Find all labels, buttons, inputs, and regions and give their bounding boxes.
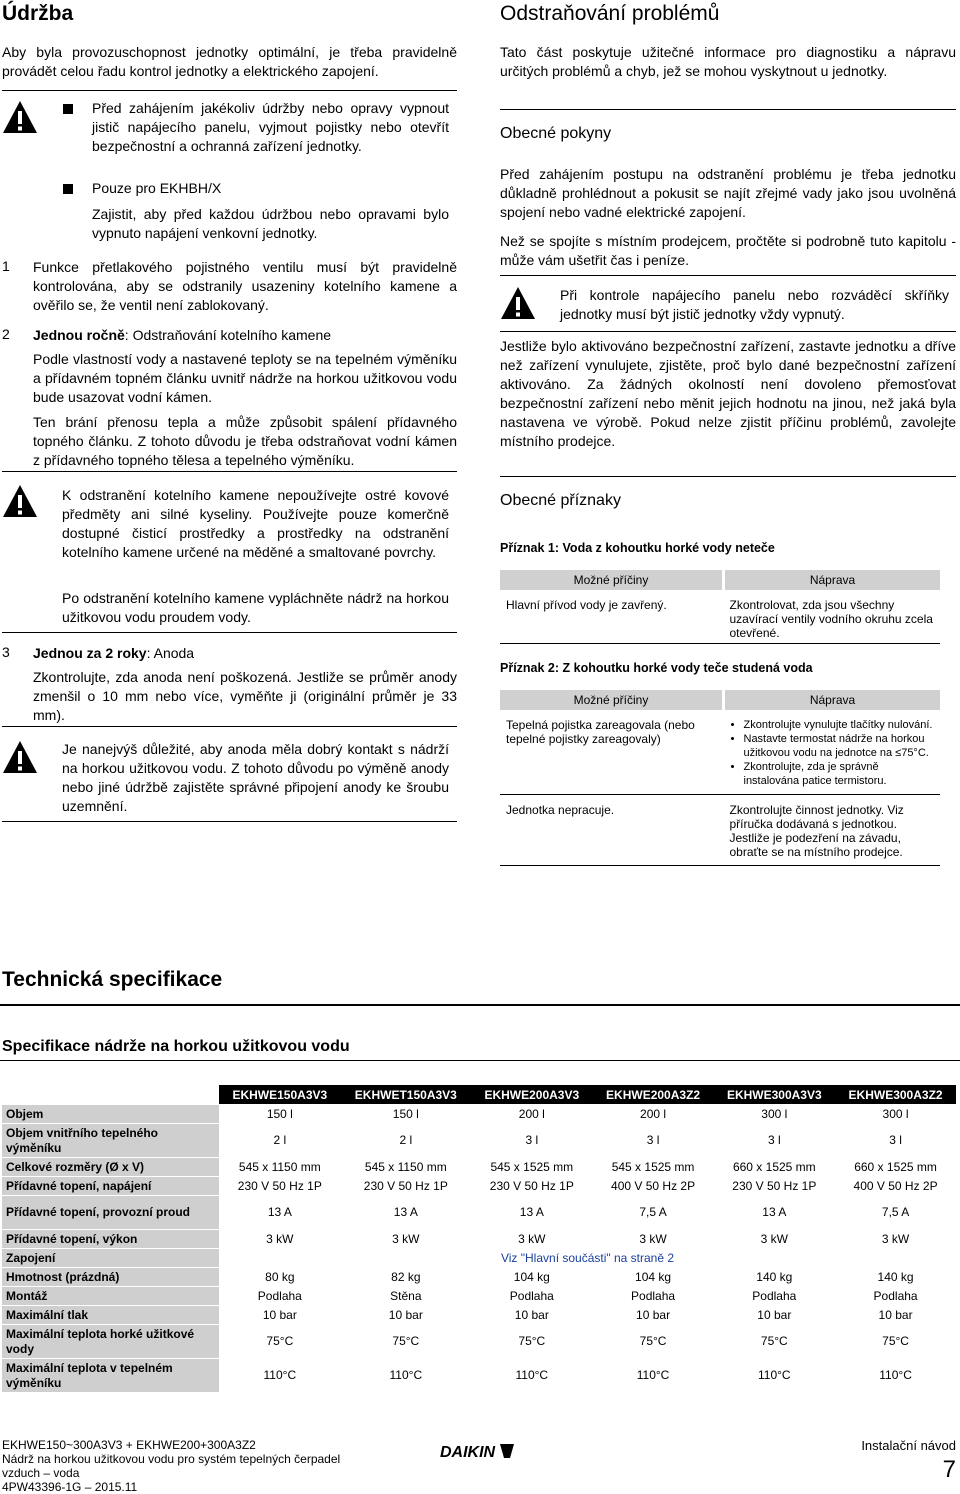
warning-icon (2, 484, 38, 518)
spec-cell: 13 A (341, 1196, 471, 1230)
spec-cell: 300 l (835, 1105, 956, 1124)
spec-cell-link[interactable]: Viz "Hlavní součásti" na straně 2 (219, 1249, 956, 1268)
spec-row-label: Celkové rozměry (Ø x V) (2, 1158, 219, 1177)
spec-cell: Podlaha (593, 1287, 714, 1306)
spec-row-label: Přídavné topení, provozní proud (2, 1196, 219, 1230)
table-header-row (500, 570, 940, 590)
warning-bullet-2-detail: Zajistit, aby před každou údržbou nebo opravami bylo vypnuto napájení venkovní jednotky. (92, 206, 449, 241)
spec-cell: 75°C (835, 1325, 956, 1359)
footer-left (2, 1438, 340, 1494)
spec-model-header: EKHWET150A3V3 (341, 1085, 471, 1105)
spec-cell: 3 kW (471, 1230, 593, 1249)
spec-row (2, 1325, 956, 1359)
spec-row-label: Montáž (2, 1287, 219, 1306)
spec-cell: 104 kg (471, 1268, 593, 1287)
table-row (500, 710, 940, 795)
spec-cell: 75°C (713, 1325, 835, 1359)
spec-cell: 110°C (341, 1359, 471, 1393)
warning-icon (2, 740, 38, 774)
footer-description: Nádrž na horkou užitkovou vodu pro systém tepelných čerpadel (2, 1452, 341, 1466)
footer-doc-number: 4PW43396-1G – 2015.11 (2, 1480, 138, 1494)
divider (0, 1004, 960, 1006)
spec-row-label: Přídavné topení, napájení (2, 1177, 219, 1196)
warning-2-text: Po odstranění kotelního kamene vypláchněte nádrž na horkou užitkovou vodu proudem vody. (62, 590, 449, 625)
item-1-text: Funkce přetlakového pojistného ventilu musí být pravidelně kontrolována, aby se odstranily usazeniny kotelního kamene a ověřilo se, že ventil není zablokovaný. (33, 259, 457, 313)
spec-row (2, 1105, 956, 1124)
table-row (500, 590, 940, 644)
spec-model-header: EKHWE200A3V3 (471, 1085, 593, 1105)
spec-cell: Podlaha (471, 1287, 593, 1306)
spec-cell: 10 bar (593, 1306, 714, 1325)
table-cell: Hlavní přívod vody je zavřený. (500, 590, 724, 644)
bullet-square (63, 104, 73, 114)
footer-model-line: EKHWE150~300A3V3 + EKHWE200+300A3Z2 (2, 1438, 256, 1452)
column-header: Možné příčiny (500, 690, 724, 710)
divider (2, 726, 457, 727)
spec-cell: 3 kW (593, 1230, 714, 1249)
spec-row (2, 1177, 956, 1196)
spec-row-label: Přídavné topení, výkon (2, 1230, 219, 1249)
symptom-1-title: Příznak 1: Voda z kohoutku horké vody neteče (500, 541, 775, 555)
spec-table (2, 1085, 956, 1393)
divider (2, 821, 457, 822)
spec-row-label: Objem (2, 1105, 219, 1124)
spec-subtitle: Specifikace nádrže na horkou užitkovou vodu (2, 1038, 350, 1055)
troubleshooting-intro: Tato část poskytuje užitečné informace pro diagnostiku a nápravu určitých problémů a chyb, jež se mohou vyskytnout u jednotky. (500, 44, 956, 79)
spec-cell: 3 kW (835, 1230, 956, 1249)
fix-list (730, 718, 935, 788)
spec-cell: 10 bar (471, 1306, 593, 1325)
spec-cell: Podlaha (835, 1287, 956, 1306)
general-guidelines-title: Obecné pokyny (500, 125, 612, 142)
spec-cell: 3 kW (219, 1230, 341, 1249)
spec-row (2, 1249, 956, 1268)
spec-title: Technická specifikace (2, 968, 223, 991)
spec-model-header: EKHWE150A3V3 (219, 1085, 341, 1105)
item-2-paragraph: Ten brání přenosu tepla a může způsobit spálení přídavného topného článku. Z tohoto důvodu je třeba odstraňovat vodní kámen z přídavného topného tělesa a tepelného výměníku. (33, 414, 457, 468)
divider (2, 471, 457, 472)
item-2-paragraph: Podle vlastností vody a nastavené teploty se na tepelném výměníku a přídavném topném článku uvnitř nádrže na horkou užitkovou vodu bude usazovat vodní kámen. (33, 351, 457, 405)
symptom-2-title: Příznak 2: Z kohoutku horké vody teče studená voda (500, 661, 813, 675)
spec-cell: 545 x 1525 mm (471, 1158, 593, 1177)
bullet-square (63, 184, 73, 194)
spec-model-header: EKHWE300A3Z2 (835, 1085, 956, 1105)
spec-row (2, 1196, 956, 1230)
divider (0, 1060, 960, 1061)
spec-row (2, 1124, 956, 1158)
warning-3-text: Je nanejvýš důležité, aby anoda měla dobrý kontakt s nádrží na horkou užitkovou vodu. Z tohoto důvodu po výměně anody nebo jiné údržbě zajistěte správné připojení anody ke šroubu uzemnění. (62, 741, 449, 814)
table-cell: Zkontrolujte činnost jednotky. Viz příručka dodávaná s jednotkou. Jestliže je podezření na závadu, obraťte se na místního prodejce. (724, 795, 941, 866)
spec-model-header: EKHWE300A3V3 (713, 1085, 835, 1105)
divider (2, 90, 457, 91)
daikin-logo-text: DAIKIN (440, 1444, 496, 1460)
spec-row-label: Zapojení (2, 1249, 219, 1268)
spec-cell: 660 x 1525 mm (835, 1158, 956, 1177)
spec-cell: 75°C (341, 1325, 471, 1359)
spec-cell: 545 x 1150 mm (219, 1158, 341, 1177)
daikin-logo (440, 1442, 515, 1465)
spec-row-label: Objem vnitřního tepelného výměníku (2, 1124, 219, 1158)
spec-row-label: Maximální teplota v tepelném výměníku (2, 1359, 219, 1393)
spec-model-header: EKHWE200A3Z2 (593, 1085, 714, 1105)
spec-cell: 82 kg (341, 1268, 471, 1287)
list-item: • Zkontrolujte vynulujte tlačítky nulování. (744, 718, 935, 732)
spec-cell: 75°C (471, 1325, 593, 1359)
spec-cell: 545 x 1150 mm (341, 1158, 471, 1177)
spec-row (2, 1359, 956, 1393)
spec-cell: 13 A (713, 1196, 835, 1230)
spec-cell: 75°C (219, 1325, 341, 1359)
spec-cell: 3 l (835, 1124, 956, 1158)
divider (2, 632, 457, 633)
spec-cell: 7,5 A (593, 1196, 714, 1230)
general-paragraph: Před zahájením postupu na odstranění problému je třeba jednotku důkladně prohlédnout a pokusit se najít zřejmé vady jako jsou uvolněná spojení nebo vadné elektrické zapojení. (500, 166, 956, 220)
spec-cell: 110°C (835, 1359, 956, 1393)
item-number: 2 (2, 326, 10, 342)
spec-cell: 200 l (471, 1105, 593, 1124)
spec-row (2, 1306, 956, 1325)
spec-cell: 13 A (219, 1196, 341, 1230)
spec-cell: 10 bar (835, 1306, 956, 1325)
item-3-heading: Jednou za 2 roky: Anoda (33, 645, 195, 661)
divider (500, 275, 956, 276)
troubleshooting-title: Odstraňování problémů (500, 2, 720, 25)
warning-bullet-2: Pouze pro EKHBH/X (92, 180, 222, 196)
column-header: Náprava (724, 570, 941, 590)
page-number: 7 (942, 1456, 956, 1483)
symptoms-title: Obecné příznaky (500, 492, 621, 509)
spec-cell: 110°C (219, 1359, 341, 1393)
spec-cell: 10 bar (713, 1306, 835, 1325)
spec-cell: 3 l (471, 1124, 593, 1158)
spec-cell: 400 V 50 Hz 2P (835, 1177, 956, 1196)
list-item: • Nastavte termostat nádrže na horkou užitkovou vodu na jednotce na ≤75°C. (744, 732, 935, 760)
table-header-row (500, 690, 940, 710)
general-paragraph: Než se spojíte s místním prodejcem, pročtěte si podrobně tuto kapitolu - může vám ušetřit čas i peníze. (500, 233, 956, 268)
spec-cell: Podlaha (713, 1287, 835, 1306)
spec-cell: 110°C (713, 1359, 835, 1393)
spec-cell: 104 kg (593, 1268, 714, 1287)
spec-cell: 3 l (593, 1124, 714, 1158)
troubleshooting-warning-text: Při kontrole napájecího panelu nebo rozváděcí skříňky jednotky musí být jistič jednotky vždy vypnutý. (560, 287, 949, 322)
spec-cell: Stěna (341, 1287, 471, 1306)
warning-icon (2, 100, 38, 134)
spec-cell: 2 l (341, 1124, 471, 1158)
spec-header-row (2, 1085, 956, 1105)
spec-cell: 75°C (593, 1325, 714, 1359)
divider (500, 476, 956, 477)
spec-cell: 300 l (713, 1105, 835, 1124)
spec-cell: 13 A (471, 1196, 593, 1230)
symptom-2-table (500, 690, 940, 866)
spec-cell: 400 V 50 Hz 2P (593, 1177, 714, 1196)
column-header: Náprava (724, 690, 941, 710)
spec-row (2, 1268, 956, 1287)
item-number: 3 (2, 644, 10, 660)
spec-cell: 230 V 50 Hz 1P (713, 1177, 835, 1196)
spec-cell: 7,5 A (835, 1196, 956, 1230)
maintenance-title: Údržba (2, 2, 74, 25)
table-row (500, 795, 940, 866)
spec-cell: Podlaha (219, 1287, 341, 1306)
spec-cell: 140 kg (835, 1268, 956, 1287)
list-item: • Zkontrolujte, zda je správně instalována patice termistoru. (744, 760, 935, 788)
spec-cell: 140 kg (713, 1268, 835, 1287)
spec-row (2, 1287, 956, 1306)
warning-icon (500, 286, 536, 320)
column-header: Možné příčiny (500, 570, 724, 590)
warning-2-text: K odstranění kotelního kamene nepoužívejte ostré kovové předměty ani silné kyseliny. Používejte pouze komerčně dostupné čisticí prostředky a prostředky na odstranění kotelního kamene určené na měděné a smaltované povrchy. (62, 487, 449, 560)
divider (500, 331, 956, 332)
spec-cell: 3 kW (341, 1230, 471, 1249)
spec-cell: 200 l (593, 1105, 714, 1124)
general-paragraph: Jestliže bylo aktivováno bezpečnostní zařízení, zastavte jednotku a dříve než zařízení vynulujete, zjistěte, proč bylo dané bezpečnostní zařízení aktivováno. Za žádných okolností není dovoleno přemosťovat bezpečnostní zařízení nebo měnit jejich hodnotu na jinou, než jaká byla nastavena ve výrobě. Pokud nelze zjistit příčinu problémů, zavolejte místního prodejce. (500, 338, 956, 449)
table-cell: Zkontrolovat, zda jsou všechny uzavírací ventily vodního okruhu zcela otevřené. (724, 590, 941, 644)
spec-cell: 545 x 1525 mm (593, 1158, 714, 1177)
spec-cell: 110°C (593, 1359, 714, 1393)
item-2-heading: Jednou ročně: Odstraňování kotelního kamene (33, 327, 332, 343)
item-number: 1 (2, 258, 10, 274)
spec-cell: 230 V 50 Hz 1P (341, 1177, 471, 1196)
manual-label: Instalační návod (861, 1438, 956, 1453)
spec-cell: 230 V 50 Hz 1P (471, 1177, 593, 1196)
spec-cell: 150 l (219, 1105, 341, 1124)
divider (500, 109, 956, 110)
spec-row-label: Maximální tlak (2, 1306, 219, 1325)
footer-description: vzduch – voda (2, 1466, 80, 1480)
spec-cell: 10 bar (219, 1306, 341, 1325)
item-3-paragraph: Zkontrolujte, zda anoda není poškozená. Jestliže se průměr anody zmenšil o 10 mm nebo více, vyměňte ji (originální průměr je 33 mm). (33, 669, 457, 723)
spec-corner (2, 1085, 219, 1105)
spec-cell: 150 l (341, 1105, 471, 1124)
maintenance-intro: Aby byla provozuschopnost jednotky optimální, je třeba pravidelně provádět celou řadu kontrol jednotky a elektrického zapojení. (2, 44, 457, 79)
warning-bullet-1: Před zahájením jakékoliv údržby nebo opravy vypnout jistič napájecího panelu, vyjmout pojistky nebo otevřít bezpečnostní a ochranná zařízení jednotky. (92, 100, 449, 154)
table-cell: Tepelná pojistka zareagovala (nebo tepelné pojistky zareagovaly) (500, 710, 724, 795)
table-cell (724, 710, 941, 795)
spec-cell: 110°C (471, 1359, 593, 1393)
table-cell: Jednotka nepracuje. (500, 795, 724, 866)
spec-cell: 80 kg (219, 1268, 341, 1287)
symptom-1-table (500, 570, 940, 644)
spec-cell: 2 l (219, 1124, 341, 1158)
spec-row-label: Hmotnost (prázdná) (2, 1268, 219, 1287)
spec-row (2, 1230, 956, 1249)
spec-cell: 230 V 50 Hz 1P (219, 1177, 341, 1196)
spec-cell: 3 l (713, 1124, 835, 1158)
spec-cell: 660 x 1525 mm (713, 1158, 835, 1177)
spec-row-label: Maximální teplota horké užitkové vody (2, 1325, 219, 1359)
spec-cell: 3 kW (713, 1230, 835, 1249)
spec-row (2, 1158, 956, 1177)
spec-cell: 10 bar (341, 1306, 471, 1325)
